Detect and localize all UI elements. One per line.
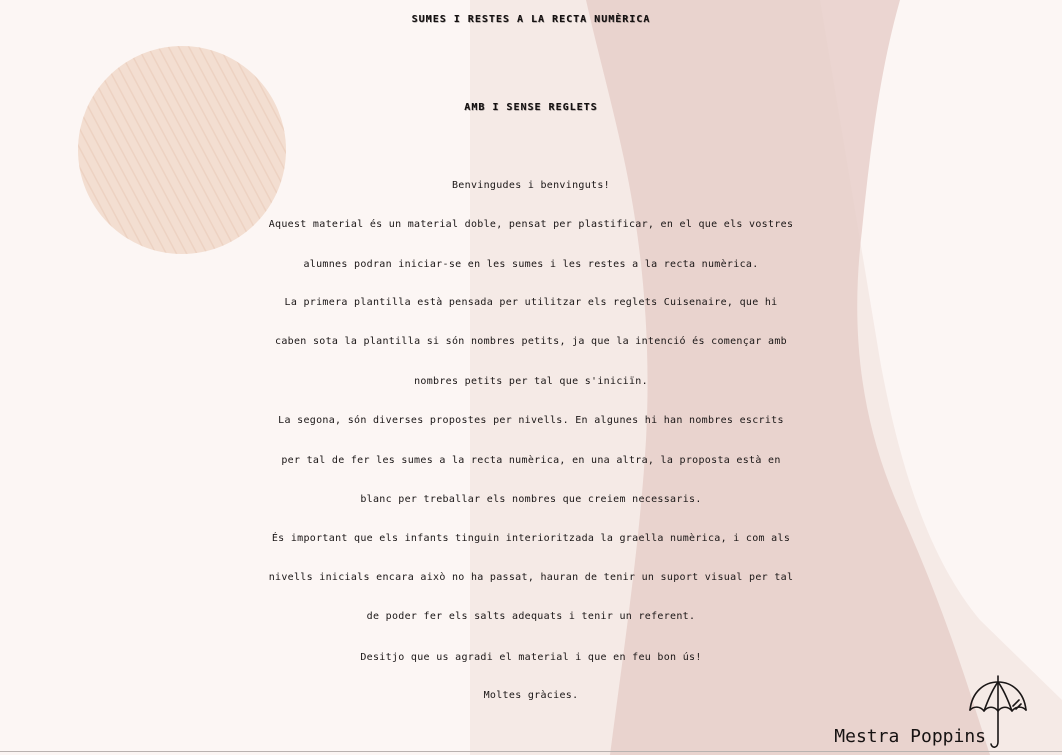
body-line: blanc per treballar els nombres que creiem necessaris.: [360, 494, 702, 505]
body-line: És important que els infants tinguin interioritzada la graella numèrica, i com als: [271, 533, 791, 544]
closing-line: Desitjo que us agradi el material i que en feu bon ús!: [360, 652, 702, 663]
page-bottom-border: [0, 751, 1062, 752]
signature: Mestra Poppins: [834, 726, 986, 747]
document-title-line-1: SUMES I RESTES A LA RECTA NUMÈRICA: [411, 14, 651, 25]
body-line: nivells inicials encara això no ha passat, hauran de tenir un suport visual per tal: [268, 572, 794, 583]
thanks-line: Moltes gràcies.: [483, 690, 579, 701]
body-line: per tal de fer les sumes a la recta numèrica, en una altra, la proposta està en: [281, 455, 781, 466]
greeting-line: Benvingudes i benvinguts!: [451, 180, 610, 191]
body-line: alumnes podran iniciar-se en les sumes i les restes a la recta numèrica.: [303, 259, 759, 270]
umbrella-icon: [966, 672, 1030, 752]
body-line: nombres petits per tal que s'iniciïn.: [414, 376, 648, 387]
document-title-line-2: AMB I SENSE REGLETS: [464, 102, 598, 113]
body-line: La segona, són diverses propostes per nivells. En algunes hi han nombres escrits: [278, 415, 784, 426]
body-line: La primera plantilla està pensada per utilitzar els reglets Cuisenaire, que hi: [284, 297, 778, 308]
body-line: caben sota la plantilla si són nombres petits, ja que la intenció és començar amb: [275, 336, 787, 347]
body-line: Aquest material és un material doble, pensat per plastificar, en el que els vostres: [268, 219, 794, 230]
body-line: de poder fer els salts adequats i tenir un referent.: [366, 611, 696, 622]
